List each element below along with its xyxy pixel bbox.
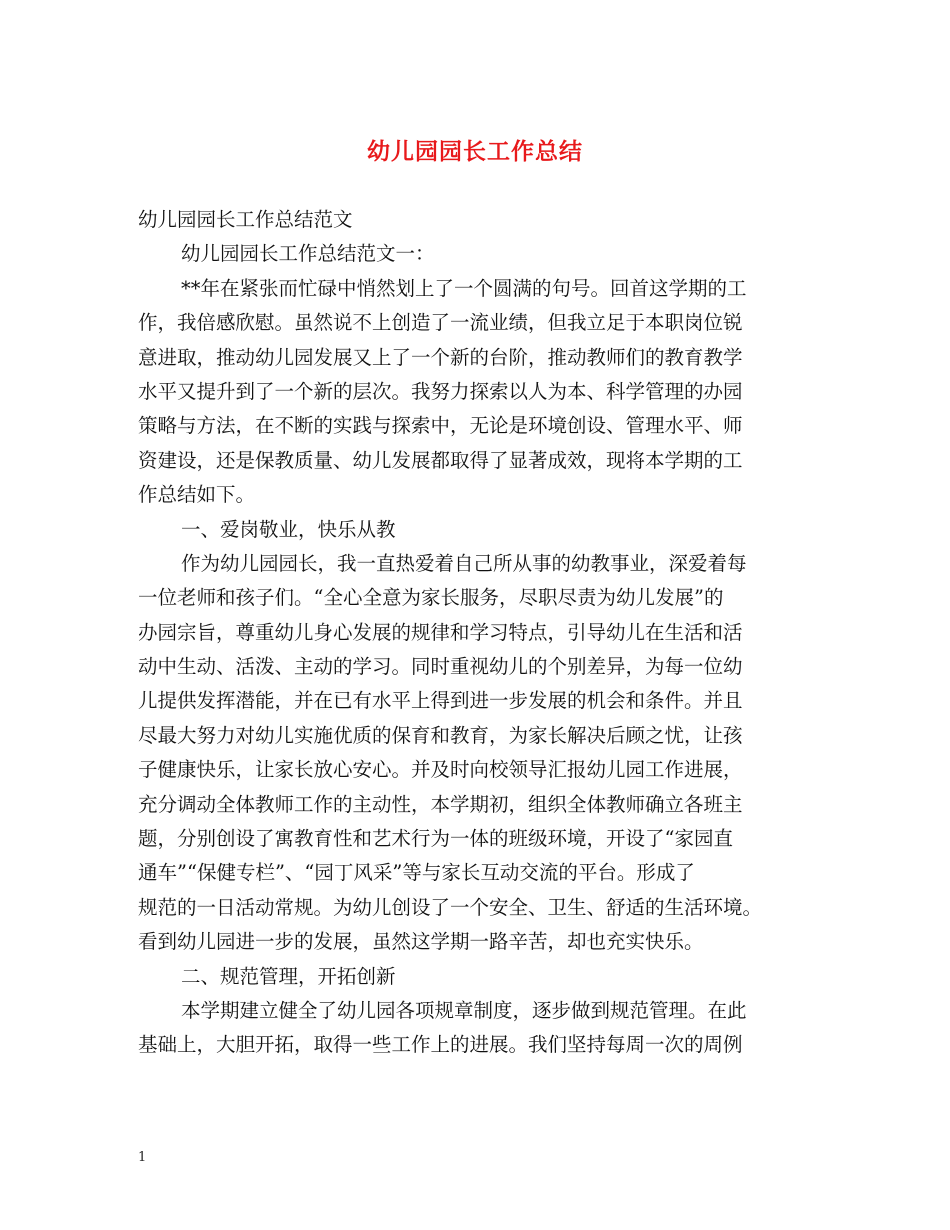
text-line: 规范的一日活动常规。为幼儿创设了一个安全、卫生、舒适的生活环境。 xyxy=(138,895,763,919)
text-line: 作为幼儿园园长，我一直热爱着自己所从事的幼教事业，深爱着每 xyxy=(181,551,747,575)
text-line: 办园宗旨，尊重幼儿身心发展的规律和学习特点，引导幼儿在生活和活 xyxy=(138,620,743,644)
text-line: 子健康快乐，让家长放心安心。并及时向校领导汇报幼儿园工作进展， xyxy=(138,758,743,782)
text-line: 一位老师和孩子们。“全心全意为家长服务，尽职尽责为幼儿发展”的 xyxy=(138,586,724,610)
text-line: 儿提供发挥潜能，并在已有水平上得到进一步发展的机会和条件。并且 xyxy=(138,689,743,713)
text-line: 充分调动全体教师工作的主动性，本学期初，组织全体教师确立各班主 xyxy=(138,792,743,816)
text-line: 动中生动、活泼、主动的学习。同时重视幼儿的个别差异，为每一位幼 xyxy=(138,655,743,679)
text-line: 通车”“保健专栏”、“园丁风采”等与家长互动交流的平台。形成了 xyxy=(138,861,695,885)
text-line: 意进取，推动幼儿园发展又上了一个新的台阶，推动教师们的教育教学 xyxy=(138,345,743,369)
text-line: 资建设，还是保教质量、幼儿发展都取得了显著成效，现将本学期的工 xyxy=(138,448,743,472)
text-line: 幼儿园园长工作总结范文 xyxy=(138,208,353,231)
text-line: 策略与方法，在不断的实践与探索中，无论是环境创设、管理水平、师 xyxy=(138,414,743,438)
text-line: 二、规范管理，开拓创新 xyxy=(181,964,396,988)
text-line: 题，分别创设了寓教育性和艺术行为一体的班级环境，开设了“家园直 xyxy=(138,827,733,851)
text-line: 作总结如下。 xyxy=(138,483,256,507)
document-title: 幼儿园园长工作总结 xyxy=(367,138,583,165)
text-line: 尽最大努力对幼儿实施优质的保育和教育，为家长解决后顾之忧，让孩 xyxy=(138,723,743,747)
text-line: 基础上，大胆开拓，取得一些工作上的进展。我们坚持每周一次的周例 xyxy=(138,1033,743,1057)
page-number: 1 xyxy=(138,1150,147,1165)
text-line: 一、爱岗敬业，快乐从教 xyxy=(181,517,396,541)
text-line: **年在紧张而忙碌中悄然划上了一个圆满的句号。回首这学期的工 xyxy=(181,276,747,300)
text-line: 本学期建立健全了幼儿园各项规章制度，逐步做到规范管理。在此 xyxy=(181,998,747,1022)
text-line: 水平又提升到了一个新的层次。我努力探索以人为本、科学管理的办园 xyxy=(138,379,743,403)
text-line: 幼儿园园长工作总结范文一： xyxy=(181,242,435,266)
text-line: 看到幼儿园进一步的发展，虽然这学期一路辛苦，却也充实快乐。 xyxy=(138,930,704,954)
text-line: 作，我倍感欣慰。虽然说不上创造了一流业绩，但我立足于本职岗位锐 xyxy=(138,311,743,335)
document-body xyxy=(138,203,824,1063)
